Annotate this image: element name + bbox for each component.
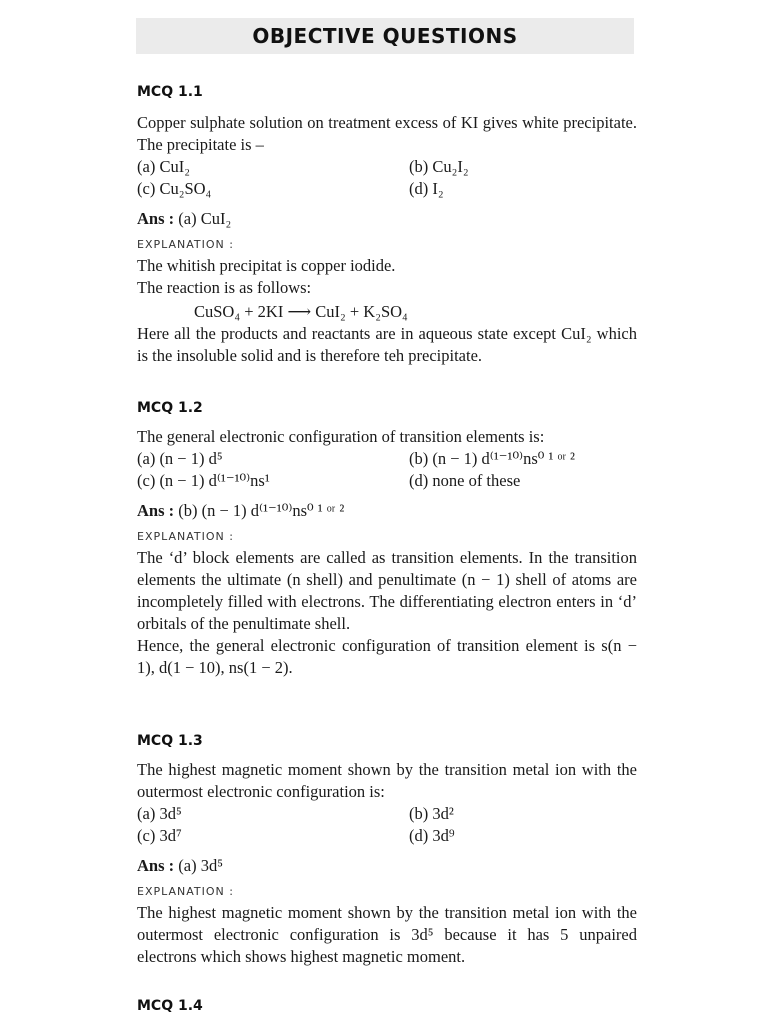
title-banner: [136, 18, 634, 54]
options: [137, 156, 637, 200]
mcq-1-4: [137, 998, 637, 1014]
options: [137, 803, 637, 847]
option-c: (c) 3d⁷: [137, 826, 182, 845]
mcq-heading: MCQ 1.4: [137, 998, 203, 1014]
mcq-1-3: [137, 733, 637, 968]
option-d: (d) 3d⁹: [409, 826, 455, 845]
explanation-line: The reaction is as follows:: [137, 278, 312, 297]
question-text: The highest magnetic moment shown by the transition metal ion with the outermost electronic configuration is:: [137, 760, 637, 801]
answer-label: Ans :: [137, 856, 175, 875]
answer: [137, 208, 637, 230]
explanation-label: EXPLANATION :: [137, 885, 234, 898]
option-b: (b) Cu₂I₂: [409, 157, 469, 176]
answer-value: (b) (n − 1) d⁽¹⁻¹⁰⁾ns⁰ ¹ ᵒʳ ²: [178, 501, 345, 520]
mcq-1-1: [137, 84, 637, 367]
option-a: (a) 3d⁵: [137, 804, 182, 823]
options: [137, 448, 637, 492]
explanation-label: EXPLANATION :: [137, 238, 234, 251]
answer-value: (a) 3d⁵: [178, 856, 223, 875]
mcq-heading: MCQ 1.3: [137, 733, 203, 749]
option-a: (a) (n − 1) d⁵: [137, 449, 223, 468]
mcq-1-2: [137, 400, 637, 679]
option-d: (d) none of these: [409, 471, 521, 490]
option-b: (b) (n − 1) d⁽¹⁻¹⁰⁾ns⁰ ¹ ᵒʳ ²: [409, 449, 575, 468]
explanation-text: The highest magnetic moment shown by the transition metal ion with the outermost electronic configuration is 3d⁵ because it has 5 unpaired electrons which shows highest magnetic moment.: [137, 903, 637, 966]
answer-label: Ans :: [137, 209, 175, 228]
explanation-text: Here all the products and reactants are in aqueous state except CuI₂ which is the insoluble solid and is therefore teh precipitate.: [137, 324, 637, 365]
reaction-equation: CuSO₄ + 2KI ⟶ CuI₂ + K₂SO₄: [194, 302, 408, 321]
explanation-label: EXPLANATION :: [137, 530, 234, 543]
option-c: (c) (n − 1) d⁽¹⁻¹⁰⁾ns¹: [137, 471, 270, 490]
answer-label: Ans :: [137, 501, 175, 520]
answer: [137, 500, 637, 522]
option-d: (d) I₂: [409, 179, 444, 198]
explanation-line: The whitish precipitat is copper iodide.: [137, 256, 396, 275]
explanation-text: Hence, the general electronic configuration of transition element is s(n − 1), d(1 − 10), ns(1 − 2).: [137, 636, 637, 677]
option-b: (b) 3d²: [409, 804, 454, 823]
explanation-text: The ‘d’ block elements are called as transition elements. In the transition elements the ultimate (n shell) and penultimate (n − 1) shell of atoms are incompletely filled with electrons. The differentiating electron enters in ‘d’ orbitals of the penultimate shell.: [137, 548, 637, 633]
mcq-heading: MCQ 1.1: [137, 84, 203, 100]
page-title: OBJECTIVE QUESTIONS: [252, 24, 518, 48]
question-text: Copper sulphate solution on treatment excess of KI gives white precipitate. The precipitate is –: [137, 113, 637, 154]
option-c: (c) Cu₂SO₄: [137, 179, 212, 198]
question-text: The general electronic configuration of transition elements is:: [137, 427, 545, 446]
answer-value: (a) CuI₂: [178, 209, 232, 228]
answer: [137, 855, 637, 877]
option-a: (a) CuI₂: [137, 157, 190, 176]
mcq-heading: MCQ 1.2: [137, 400, 203, 416]
